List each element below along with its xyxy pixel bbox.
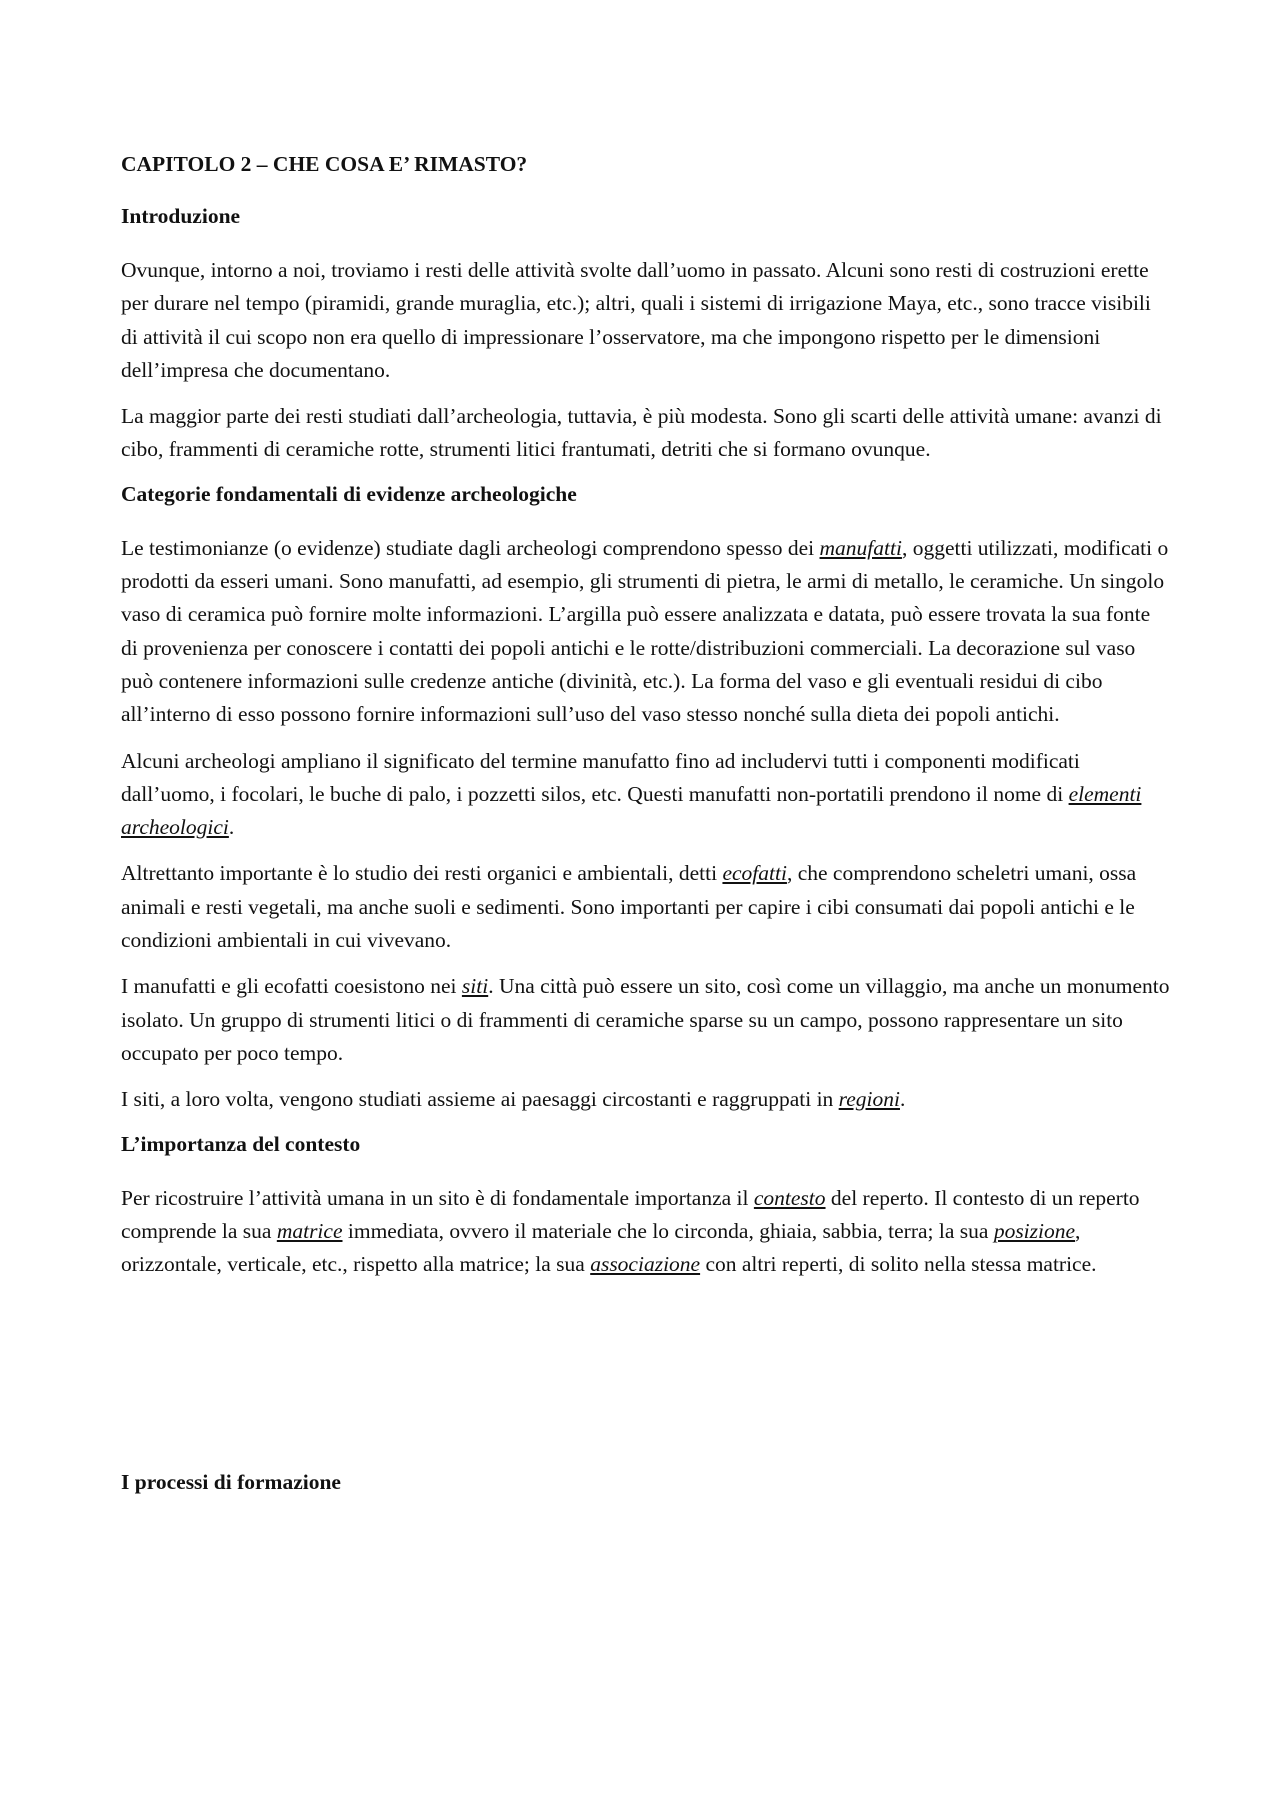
text-run: Altrettanto importante è lo studio dei resti organici e ambientali, detti [121,861,723,886]
paragraph-categorie-2 [121,745,1171,845]
section-heading-processi: I processi di formazione [121,1470,341,1495]
term-siti: siti [461,974,489,999]
term-manufatti: manufatti [819,535,902,560]
text-run: I siti, a loro volta, vengono studiati assieme ai paesaggi circostanti e raggruppati in [121,1087,839,1112]
section-heading-categorie: Categorie fondamentali di evidenze archeologiche [121,481,577,506]
term-posizione: posizione [993,1218,1076,1243]
text-run: immediata, ovvero il materiale che lo circonda, ghiaia, sabbia, terra; la sua [342,1218,994,1243]
text-run: , oggetti utilizzati, modificati o prodotti da esseri umani. Sono manufatti, ad esempio, gli strumenti di pietra, le armi di metallo, le ceramiche. Un singolo vaso di ceramica può fornire molte informazioni. L’argilla può essere analizzata e datata, può essere trovata la sua fonte di provenienza per conoscere i contatti dei popoli antichi e le rotte/distribuzioni commerciali. La decorazione sul vaso può contenere informazioni sulle credenze antiche (divinità, etc.). La forma del vaso e gli eventuali residui di cibo all’interno di esso possono fornire informazioni sull’uso del vaso stesso nonché sulla dieta dei popoli antichi. [121,535,1169,727]
paragraph-introduzione-2: La maggior parte dei resti studiati dall’archeologia, tuttavia, è più modesta. Sono gli scarti delle attività umane: avanzi di cibo, frammenti di ceramiche rotte, strumenti litici frantumati, detriti che si formano ovunque. [121,404,1162,462]
term-associazione: associazione [590,1252,701,1277]
term-elementi-archeologici: elementi archeologici [121,781,1142,840]
document-page [121,150,1171,1520]
text-run: . Una città può essere un sito, così come un villaggio, ma anche un monumento isolato. Un gruppo di strumenti litici o di frammenti di ceramiche sparse su un campo, possono rappresentare un sito occupato per poco tempo. [121,974,1170,1065]
text-run: . [899,1087,906,1112]
text-run: Le testimonianze (o evidenze) studiate dagli archeologi comprendono spesso dei [121,535,820,560]
text-run: , che comprendono scheletri umani, ossa animali e resti vegetali, ma anche suoli e sedimenti. Sono importanti per capire i cibi consumati dai popoli antichi e le condizioni ambientali in cui vivevano. [121,861,1137,953]
term-regioni: regioni [838,1087,900,1112]
term-matrice: matrice [276,1218,343,1243]
text-run: . [228,815,235,840]
term-contesto: contesto [753,1185,826,1210]
section-heading-contesto: L’importanza del contesto [121,1131,361,1156]
paragraph-categorie-3 [121,857,1171,957]
chapter-title: CAPITOLO 2 – CHE COSA E’ RIMASTO? [121,152,528,176]
paragraph-categorie-4 [121,970,1171,1070]
text-run: con altri reperti, di solito nella stessa matrice. [700,1252,1097,1277]
text-run: Alcuni archeologi ampliano il significato del termine manufatto fino ad includervi tutti i componenti modificati dall’uomo, i focolari, le buche di palo, i pozzetti silos, etc. Questi manufatti non-portatili prendono il nome di [121,748,1080,806]
term-ecofatti: ecofatti [722,861,787,886]
paragraph-contesto-1 [121,1182,1171,1282]
paragraph-introduzione-1: Ovunque, intorno a noi, troviamo i resti delle attività svolte dall’uomo in passato. Alcuni sono resti di costruzioni erette per durare nel tempo (piramidi, grande muraglia, etc.); altri, quali i sistemi di irrigazione Maya, etc., sono tracce visibili di attività il cui scopo non era quello di impressionare l’osservatore, ma che impongono rispetto per le dimensioni dell’impresa che documentano. [121,258,1151,382]
text-run: del reperto. Il contesto di un reperto comprende la sua [121,1185,1140,1243]
blank-space [121,1294,1171,1468]
paragraph-categorie-5 [121,1083,1171,1116]
text-run: I manufatti e gli ecofatti coesistono nei [121,974,462,999]
text-run: , orizzontale, verticale, etc., rispetto alla matrice; la sua [121,1218,1081,1277]
text-run: Per ricostruire l’attività umana in un sito è di fondamentale importanza il [121,1185,754,1210]
paragraph-categorie-1 [121,532,1171,732]
section-heading-introduzione: Introduzione [121,204,241,228]
